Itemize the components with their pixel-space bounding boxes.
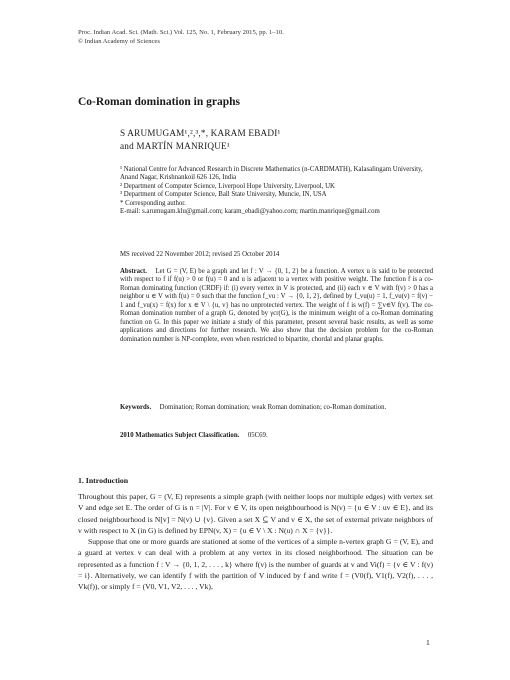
author-list <box>120 127 280 153</box>
paper-title: Co-Roman domination in graphs <box>78 96 240 108</box>
body-paragraph-1: Throughout this paper, G = (V, E) represents a simple graph (with neither loops nor multiple edges) with vertex set V and edge set E. The order of G is n = |V|. For v ∈ V, its open neighbourhood is N(v) = {u ∈ V : uv ∈ E}, and its closed neighbourhood is N[v] = N(v) ∪ {v}. Given a set X ⊆ V and v ∈ X, the set of external private neighbors of v with respect to X (in G) is defined by EPN(v, X) = {u ∈ V \ X : N(u) ∩ X = {v}}. <box>78 492 433 535</box>
section-body <box>78 491 433 593</box>
corresponding-author-note: * Corresponding author. <box>120 199 186 207</box>
abstract <box>120 268 433 344</box>
msc-classification <box>120 432 268 439</box>
abstract-label: Abstract. <box>120 268 147 275</box>
affiliation-2: ² Department of Computer Science, Liverpool Hope University, Liverpool, UK <box>120 182 335 190</box>
affiliation-1: ¹ National Centre for Advanced Research in Discrete Mathematics (n-CARDMATH), Kalasalingam University, Anand Nagar, Krishnankoil 626 126, India <box>120 166 423 182</box>
keywords-label: Keywords. <box>120 404 152 411</box>
journal-header <box>78 28 284 46</box>
keywords <box>120 404 433 412</box>
section-heading: 1. Introduction <box>78 476 129 485</box>
author-line-1: S ARUMUGAM¹,²,³,*, KARAM EBADI¹ <box>120 128 281 138</box>
received-dates: MS received 22 November 2012; revised 25 October 2014 <box>120 251 280 258</box>
author-line-2: and MARTÍN MANRIQUE¹ <box>120 141 230 151</box>
page-number: 1 <box>426 638 430 647</box>
journal-copyright: © Indian Academy of Sciences <box>78 38 160 45</box>
msc-label: 2010 Mathematics Subject Classification. <box>120 432 240 439</box>
email-line: E-mail: s.arumugam.klu@gmail.com; karam_ebadi@yahoo.com; martin.manrique@gmail.com <box>120 208 380 216</box>
journal-citation: Proc. Indian Acad. Sci. (Math. Sci.) Vol. 125, No. 1, February 2015, pp. 1–10. <box>78 29 284 36</box>
affiliations <box>120 166 440 216</box>
abstract-text: Let G = (V, E) be a graph and let f : V → {0, 1, 2} be a function. A vertex u is said to be protected with respect to f if f(u) > 0 or f(u) = 0 and u is adjacent to a vertex with positive weight. The function f is a co-Roman dominating function (CRDF) if: (i) every vertex in V is protected, and (ii) each v ∈ V with f(v) > 0 has a neighbor u ∈ V with f(u) = 0 such that the function f_vu : V → {0, 1, 2}, defined by f_vu(u) = 1, f_vu(v) = f(v) − 1 and f_vu(x) = f(x) for x ∈ V \ {u, v} has no unprotected vertex. The weight of f is w(f) = ∑v∈V f(v). The co-Roman domination number of a graph G, denoted by γcr(G), is the minimum weight of a co-Roman dominating function on G. In this paper we initiate a study of this parameter, present several basic results, as well as some applications and directions for further research. We also show that the decision problem for the co-Roman domination number is NP-complete, even when restricted to bipartite, chordal and planar graphs. <box>120 268 434 343</box>
affiliation-3: ³ Department of Computer Science, Ball State University, Muncie, IN, USA <box>120 191 327 199</box>
body-paragraph-2: Suppose that one or more guards are stationed at some of the vertices of a simple n-vertex graph G = (V, E), and a guard at vertex v can deal with a problem at any vertex in its closed neighborhood. The situation can be represented as a function f : V → {0, 1, 2, . . . , k} where f(v) is the number of guards at v and Vi(f) = {v ∈ V : f(v) = i}. Alternatively, we can identify f with the partition of V induced by f and write f = (V0(f), V1(f), V2(f), . . . , Vk(f)), or simply f = (V0, V1, V2, . . . , Vk), <box>78 537 433 592</box>
msc-code: 05C69. <box>247 432 268 439</box>
keywords-text: Domination; Roman domination; weak Roman domination; co-Roman domination. <box>159 404 387 411</box>
